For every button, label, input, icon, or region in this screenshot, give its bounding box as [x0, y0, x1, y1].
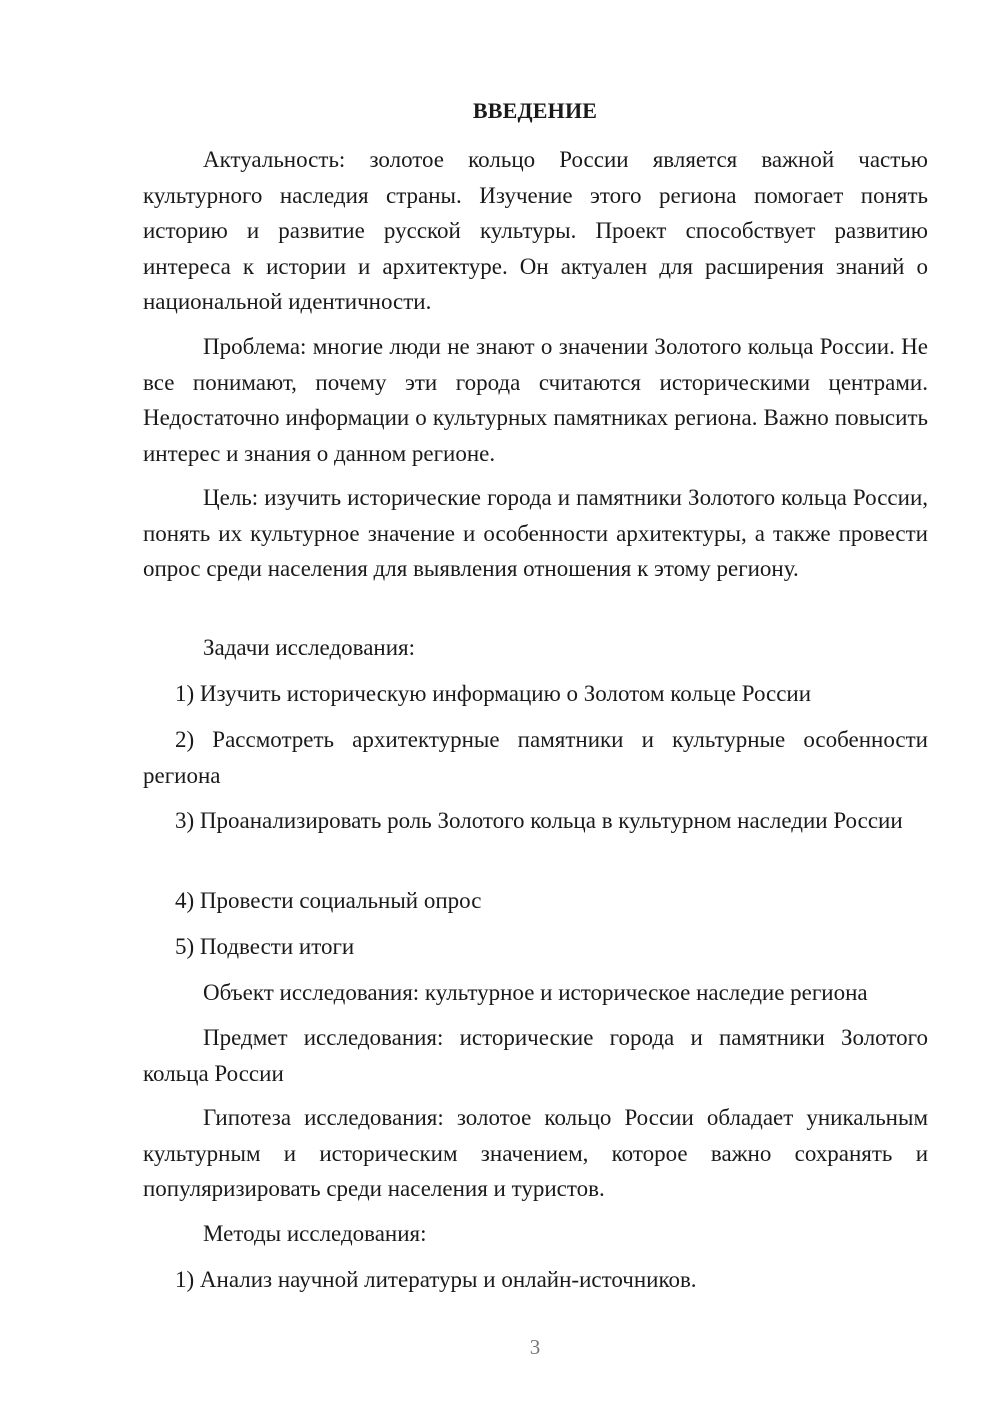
- task-item: 5) Подвести итоги: [175, 934, 355, 959]
- task-item: 3) Проанализировать роль Золотого кольца в культурном наследии России: [175, 808, 903, 833]
- goal-paragraph: Цель: изучить исторические города и памятники Золотого кольца России, понять их культурное значение и особенности архитектуры, а также провести опрос среди населения для выявления отношения к этому региону.: [143, 485, 928, 581]
- subject-paragraph: Предмет исследования: исторические города и памятники Золотого кольца России: [143, 1025, 928, 1086]
- methods-heading: Методы исследования:: [203, 1221, 427, 1246]
- task-item: 1) Изучить историческую информацию о Золотом кольце России: [175, 681, 812, 706]
- tasks-heading: Задачи исследования:: [203, 635, 416, 660]
- page-title: ВВЕДЕНИЕ: [472, 98, 598, 123]
- page-number: 3: [529, 1335, 541, 1359]
- method-item: 1) Анализ научной литературы и онлайн-источников.: [175, 1267, 697, 1292]
- relevance-paragraph: Актуальность: золотое кольцо России является важной частью культурного наследия страны. Изучение этого региона помогает понять историю и развитие русской культуры. Проект способствует развитию интереса к истории и архитектуре. Он актуален для расширения знаний о национальной идентичности.: [143, 147, 928, 314]
- hypothesis-paragraph: Гипотеза исследования: золотое кольцо России обладает уникальным культурным и историческим значением, которое важно сохранять и популяризировать среди населения и туристов.: [143, 1105, 928, 1201]
- task-item: 4) Провести социальный опрос: [175, 888, 482, 913]
- problem-paragraph: Проблема: многие люди не знают о значении Золотого кольца России. Не все понимают, почему эти города считаются историческими центрами. Недостаточно информации о культурных памятниках региона. Важно повысить интерес и знания о данном регионе.: [143, 334, 928, 466]
- task-item: 2) Рассмотреть архитектурные памятники и культурные особенности региона: [143, 727, 928, 788]
- object-paragraph: Объект исследования: культурное и историческое наследие региона: [203, 980, 868, 1005]
